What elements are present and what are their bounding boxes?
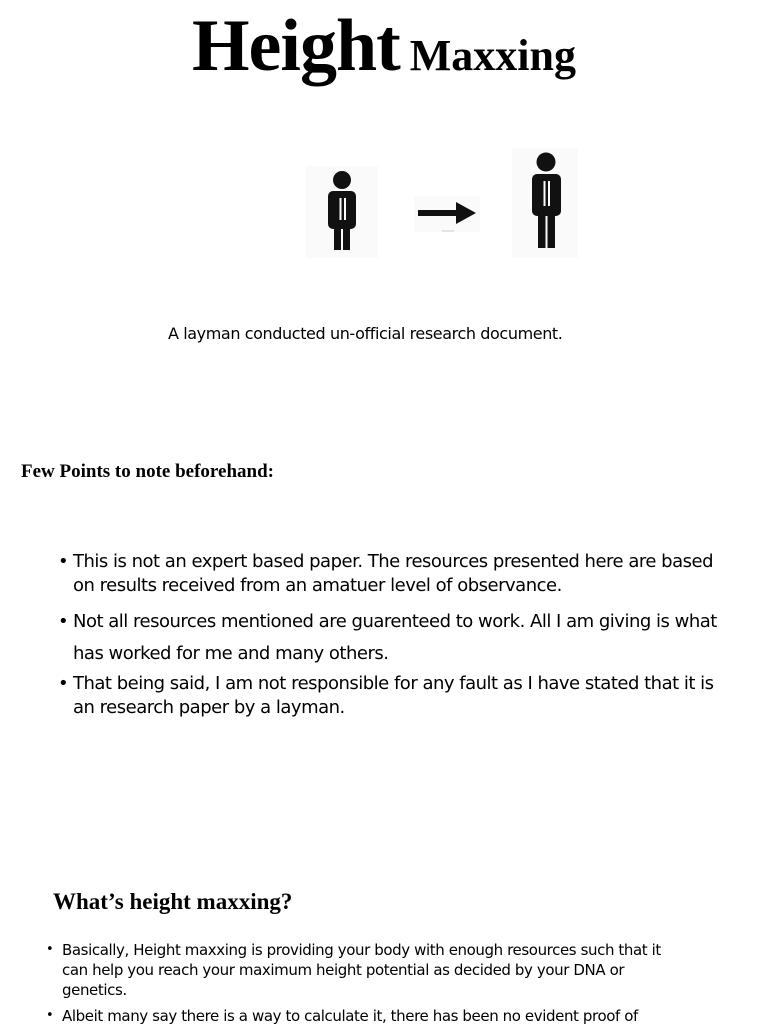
document-title <box>0 4 768 89</box>
arrow-right-icon <box>414 196 480 232</box>
notes-heading: Few Points to note beforehand: <box>21 461 274 482</box>
note-point: • That being said, I am not responsible for any fault as I have stated that it is an research paper by a layman. <box>58 673 714 718</box>
title-main: Height <box>192 5 400 87</box>
note-point: • This is not an expert based paper. The resources presented here are based on results received from an amatuer level of observance. <box>58 551 714 596</box>
person-tall-icon <box>512 148 578 258</box>
person-short-icon <box>306 166 378 258</box>
section-heading: What’s height maxxing? <box>53 889 293 914</box>
section-list <box>46 940 676 1032</box>
document-subtitle: A layman conducted un-official research document. <box>168 324 563 343</box>
section-list-item: • Basically, Height maxxing is providing your body with enough resources such that it can help you reach your maximum height potential as decided by your DNA or genetics. <box>46 941 661 999</box>
note-point: • Not all resources mentioned are guarenteed to work. All I am giving is what has worked for me and many others. <box>58 611 717 664</box>
title-secondary: Maxxing <box>409 31 576 80</box>
section-list-item: • Albeit many say there is a way to calculate it, there has been no evident proof of <box>46 1007 638 1025</box>
